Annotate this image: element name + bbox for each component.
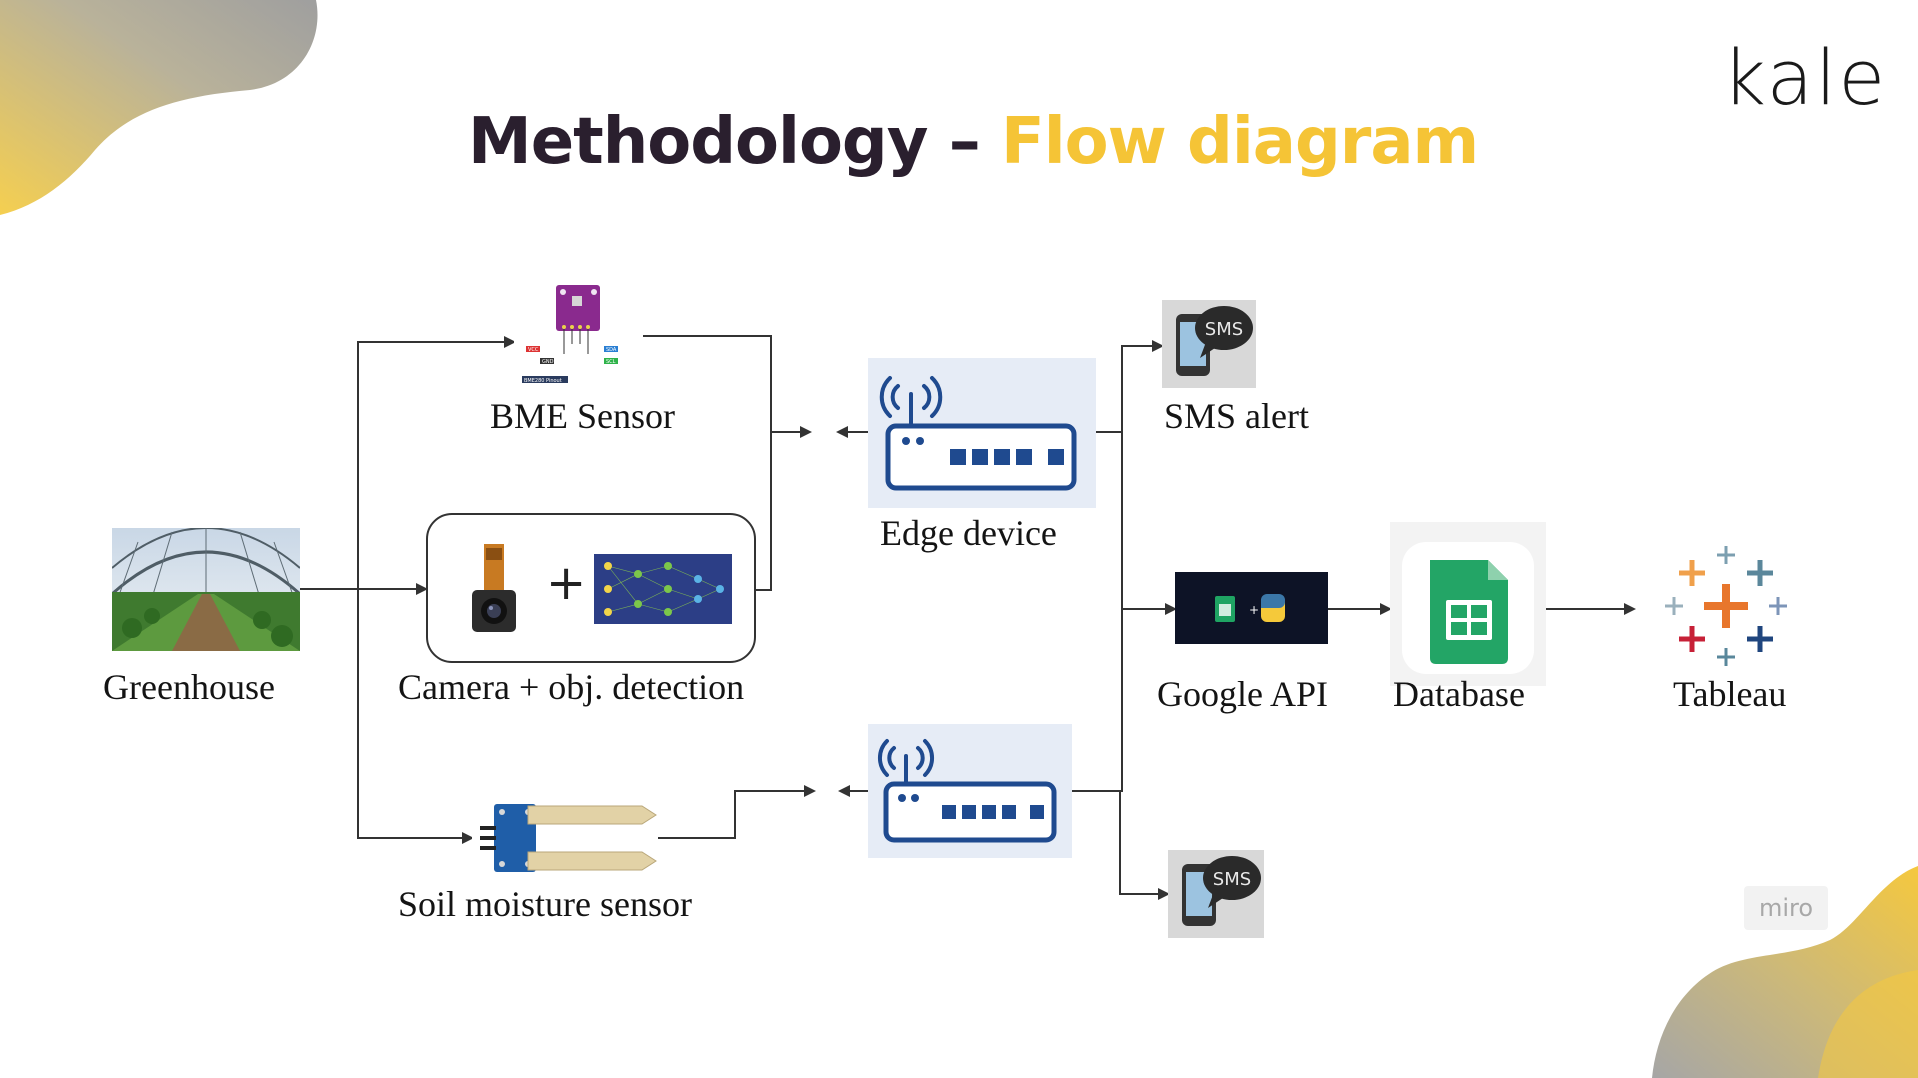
tableau-label: Tableau	[1673, 674, 1787, 714]
bme-pin-vcc: VCC	[528, 347, 539, 353]
bme-pin-sda: SDA	[606, 347, 617, 353]
soil-moisture-label: Soil moisture sensor	[398, 884, 692, 924]
sms-alert-bubble-text: SMS	[1204, 319, 1244, 340]
sms-alert-icon	[1162, 300, 1256, 388]
camera-module-image	[456, 540, 530, 638]
bme-sensor-label: BME Sensor	[490, 396, 676, 436]
line-edge-out	[1096, 346, 1162, 432]
line-router2-to-sms	[1072, 791, 1168, 894]
google-api-label: Google API	[1157, 674, 1328, 714]
sms-alert-2-bubble-text: SMS	[1212, 869, 1252, 890]
greenhouse-image	[112, 528, 300, 651]
bme-sensor-image	[514, 282, 643, 390]
edge-device-router-icon	[868, 358, 1096, 508]
sms-alert-icon-2	[1168, 850, 1264, 938]
bme-caption: BME280 Pinout	[524, 378, 562, 384]
database-label: Database	[1393, 674, 1525, 714]
line-camera-to-edge	[756, 432, 771, 590]
neural-network-image	[594, 554, 732, 624]
line-router2-to-google	[1072, 609, 1122, 791]
line-soil-to-router	[658, 791, 814, 838]
line-edge-to-google	[1122, 432, 1175, 609]
bme-pin-scl: SCL	[606, 359, 616, 365]
title-main: Methodology –	[468, 105, 1001, 179]
miro-watermark: miro	[1744, 886, 1828, 930]
google-api-icon	[1175, 572, 1328, 644]
greenhouse-label: Greenhouse	[103, 667, 275, 707]
tableau-icon	[1660, 540, 1792, 672]
edge-device-label: Edge device	[880, 513, 1057, 553]
database-sheets-icon	[1390, 522, 1546, 686]
sms-alert-label: SMS alert	[1164, 396, 1310, 436]
router-2-icon	[868, 724, 1072, 858]
soil-moisture-sensor-image	[472, 796, 658, 880]
bme-pin-gnd: GND	[542, 359, 554, 365]
google-api-plus: +	[1249, 603, 1260, 617]
plus-sign: +	[546, 555, 587, 611]
camera-detection-label: Camera + obj. detection	[398, 667, 745, 707]
kale-logo: kale	[1722, 33, 1888, 122]
title-accent: Flow diagram	[1001, 105, 1479, 179]
